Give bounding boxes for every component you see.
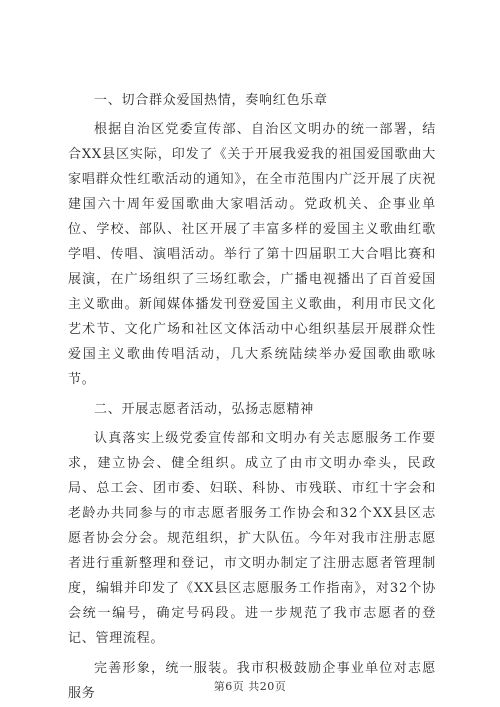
section-2-paragraph-2: 完善形象，统一服装。我市积极鼓励企事业单位对志愿服务 [68,661,436,701]
page-number-footer: 第6页 共20页 [213,680,287,693]
section-1-paragraph-1: 根据自治区党委宣传部、自治区文明办的统一部署，结合XX县区实际，印发了《关于开展我爱我的祖国爱国歌曲大家唱群众性红歌活动的通知》，在全市范围内广泛开展了庆祝建国六十周年爱国歌曲大家唱活动。党政机关、企事业单位、学校、部队、社区开展了丰富多样的爱国主义歌曲红歌学唱、传唱、演唱活动。举行了第十四届职工大合唱比赛和展演，在广场组织了三场红歌会，广播电视播出了百首爱国主义歌曲。新闻媒体播发刊登爱国主义歌曲，利用市民文化艺术节、文化广场和社区文体活动中心组织基层开展群众性爱国主义歌曲传唱活动，几大系统陆续举办爱国歌曲歌咏节。 [68,122,436,387]
section-2-paragraph-1: 认真落实上级党委宣传部和文明办有关志愿服务工作要求，建立协会、健全组织。成立了由市文明办牵头，民政局、总工会、团市委、妇联、科协、市残联、市红十字会和老龄办共同参与的市志愿者服务工作协会和32个XX县区志愿者协会分会。规范组织，扩大队伍。今年对我市注册志愿者进行重新整理和登记，市文明办制定了注册志愿者管理制度，编辑并印发了《XX县区志愿服务工作指南》，对32个协会统一编号，确定号码段。进一步规范了我市志愿者的登记、管理流程。 [68,431,436,646]
section-heading-1: 一、切合群众爱国热情，奏响红色乐章 [94,93,328,108]
document-body [68,88,436,706]
section-heading-2: 二、开展志愿者活动，弘扬志愿精神 [94,402,315,417]
